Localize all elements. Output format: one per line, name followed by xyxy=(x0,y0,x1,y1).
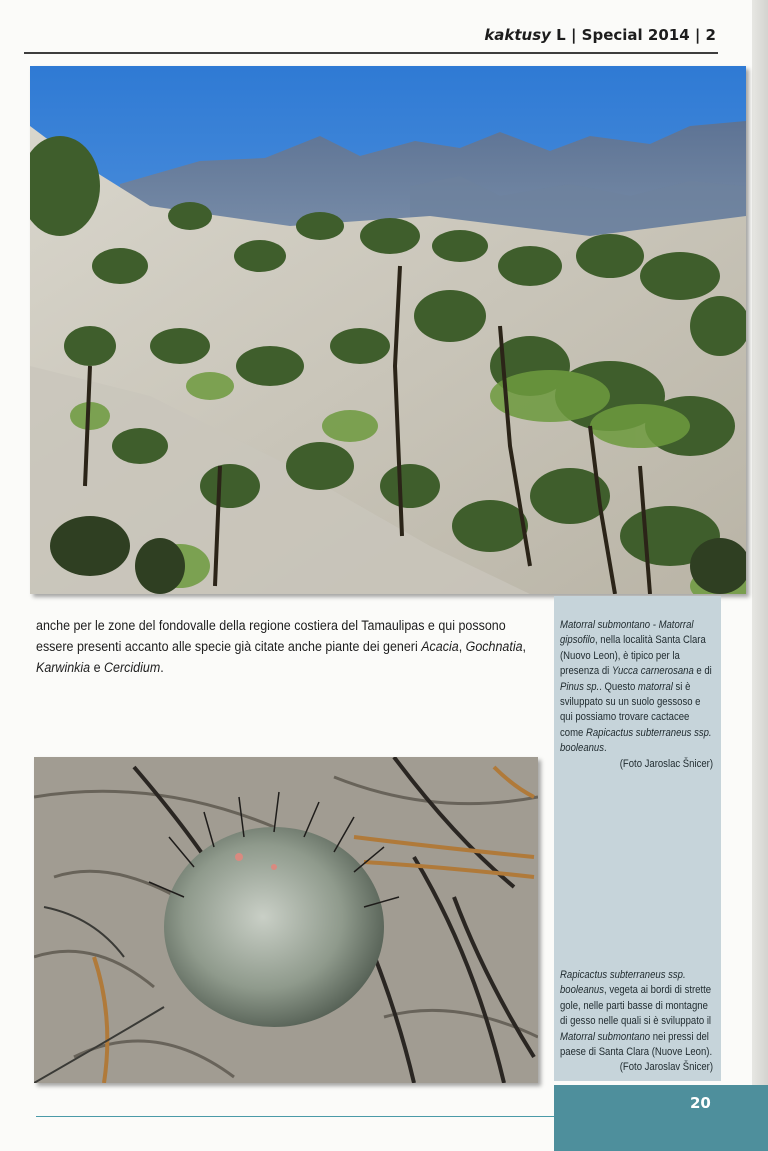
genus-gochnatia: Gochnatia xyxy=(465,639,523,655)
header-rule xyxy=(24,52,718,54)
caption-text: . Questo xyxy=(599,680,638,693)
caption-text: e di xyxy=(693,665,712,678)
caption-text: , vegeta ai bordi di strette gole, nelle parti basse di montagne di gesso nelle quali si è sviluppato il xyxy=(560,984,712,1028)
caption-text: nei pressi del paese di Santa Clara (Nuove Leon). xyxy=(560,1030,713,1059)
landscape-photo xyxy=(30,66,746,594)
landscape-photo-image xyxy=(30,66,746,594)
body-text-part: anche per le zone del fondovalle della regione costiera del Tamaulipas e qui possono essere presenti accanto alle specie già citate anche piante dei generi xyxy=(36,618,506,655)
footer-rule xyxy=(36,1116,554,1117)
separator: , xyxy=(458,639,466,655)
caption-text: Matorral submontano xyxy=(560,1030,651,1043)
sentence-end: . xyxy=(160,660,164,676)
genus-acacia: Acacia xyxy=(421,639,459,655)
body-paragraph xyxy=(36,616,533,679)
magazine-name: kaktusy xyxy=(484,26,551,44)
caption-text: Yucca carnerosana xyxy=(611,665,694,678)
separator: , xyxy=(522,639,527,655)
caption-text: Rapicactus subterraneus ssp. booleanus xyxy=(560,969,686,997)
running-header xyxy=(484,26,716,44)
caption-text: matorral xyxy=(637,680,673,693)
page-edge xyxy=(752,0,768,1151)
page-number: 20 xyxy=(690,1094,711,1112)
page-number-tab xyxy=(554,1085,768,1151)
issue-info: L | Special 2014 | 2 xyxy=(550,26,716,44)
caption-cactus xyxy=(560,968,713,1076)
caption-text: si è sviluppato su un suolo gessoso e qui possiamo trovare cactacee come xyxy=(560,680,701,739)
photo-credit: (Foto Jaroslav Šnicer) xyxy=(619,1061,713,1074)
genus-karwinkia: Karwinkia xyxy=(36,660,91,676)
cactus-photo-image xyxy=(34,757,538,1083)
caption-text: Rapicactus subterraneus ssp. booleanus xyxy=(560,726,712,755)
genus-cercidium: Cercidium xyxy=(104,660,161,676)
caption-text: Matorral submontano - Matorral gipsofilo xyxy=(560,619,694,647)
separator: e xyxy=(90,660,105,676)
photo-credit: (Foto Jaroslac Šnicer) xyxy=(619,757,713,770)
caption-text: Pinus sp. xyxy=(560,680,600,693)
caption-text: . xyxy=(604,742,607,755)
cactus-photo xyxy=(34,757,538,1083)
caption-landscape xyxy=(560,618,713,772)
caption-text: , nella località Santa Clara (Nuovo Leon), è tipico per la presenza di xyxy=(560,634,706,678)
